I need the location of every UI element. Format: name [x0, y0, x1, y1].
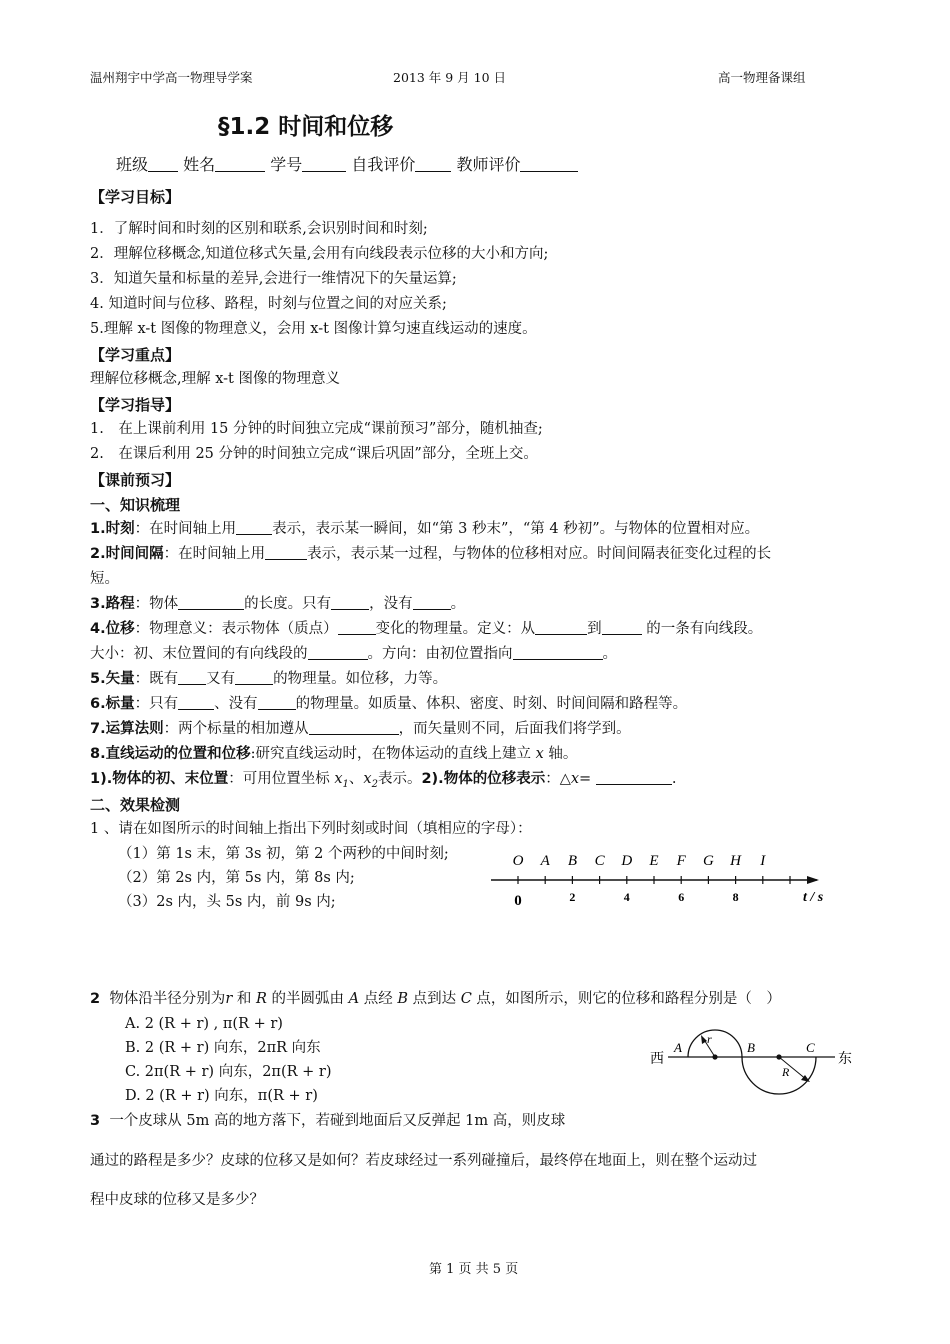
q2-option-d: D. 2 (R + r) 向东，π(R + r)	[125, 1088, 318, 1104]
goal-item: 3．知道矢量和标量的差异,会进行一维情况下的矢量运算;	[90, 271, 457, 287]
radius-R-label: R	[782, 1065, 790, 1079]
goal-item: 1．了解时间和时刻的区别和联系,会识别时间和时刻;	[90, 221, 428, 237]
goals-heading: 【学习目标】	[90, 188, 181, 206]
teacher-eval-blank	[520, 157, 578, 172]
knowledge-item-4: 4.位移：物理意义：表示物体（质点） 变化的物理量。定义：从 到 的一条有向线段。	[90, 621, 763, 637]
q1-stem: 1 、请在如图所示的时间轴上指出下列时刻或时间（填相应的字母）：	[90, 821, 532, 837]
axis-letter: A	[540, 853, 550, 869]
student-info-row	[116, 152, 578, 175]
header-date: 2013 年 9 月 10 日	[393, 70, 507, 85]
focus-text: 理解位移概念,理解 x-t 图像的物理意义	[90, 371, 340, 387]
knowledge-heading: 一、知识梳理	[90, 496, 181, 514]
axis-letter: H	[730, 853, 742, 869]
name-label: 姓名	[183, 155, 216, 174]
knowledge-item-7: 7.运算法则：两个标量的相加遵从 ，而矢量则不同，后面我们将学到。	[90, 721, 631, 737]
q3-line-3: 程中皮球的位移又是多少？	[90, 1192, 264, 1208]
point-c-label: C	[806, 1040, 815, 1055]
axis-label: t / s	[803, 890, 824, 905]
focus-heading: 【学习重点】	[90, 346, 181, 364]
axis-number: 0	[514, 893, 522, 909]
goal-item: 4. 知道时间与位移、路程，时刻与位置之间的对应关系;	[90, 296, 447, 312]
axis-letter: I	[760, 853, 766, 869]
test-heading: 二、效果检测	[90, 796, 181, 814]
q1-item: （2）第 2s 内，第 5s 内，第 8s 内;	[118, 870, 355, 886]
radius-r-label: r	[707, 1032, 712, 1046]
axis-number: 6	[678, 890, 685, 904]
preview-heading: 【课前预习】	[90, 471, 181, 489]
axis-letter: G	[702, 853, 714, 869]
name-blank	[215, 157, 265, 172]
self-eval-blank	[415, 157, 451, 172]
teacher-eval-label: 教师评价	[456, 155, 521, 174]
q3-line-1: 3 一个皮球从 5m 高的地方落下，若碰到地面后又反弹起 1m 高，则皮球	[90, 1113, 566, 1129]
q2-option-b: B. 2 (R + r) 向东，2πR 向东	[125, 1040, 321, 1056]
q3-line-2: 通过的路程是多少？皮球的位移又是如何？若皮球经过一系列碰撞后，最终停在地面上，则在整个运动过	[90, 1153, 757, 1169]
axis-letter: O	[512, 853, 524, 869]
class-blank	[148, 157, 178, 172]
knowledge-item-4-cont: 大小：初、末位置间的有向线段的 。方向：由初位置指向 。	[90, 646, 617, 662]
axis-letter: E	[649, 853, 659, 869]
axis-number: 4	[623, 890, 630, 904]
q1-item: （1）第 1s 末，第 3s 初，第 2 个两秒的中间时刻;	[118, 846, 449, 862]
semicircle-path-figure	[645, 1020, 860, 1100]
axis-letter: C	[594, 853, 605, 869]
point-a-label: A	[674, 1040, 682, 1055]
knowledge-item-8-sub: 1).物体的初、末位置：可用位置坐标 $x_1$、$x_2$表示。2).物体的位移表示：△x= .	[90, 771, 677, 790]
header-school: 温州翔宇中学高一物理导学案	[90, 70, 253, 85]
q2-option-a: A. 2 (R + r) , π(R + r)	[125, 1016, 283, 1032]
axis-letter: F	[676, 853, 686, 869]
knowledge-item-2: 2.时间间隔：在时间轴上用 表示，表示某一过程，与物体的位移相对应。时间间隔表征变化过程的长	[90, 546, 772, 562]
west-label: 西	[650, 1052, 664, 1067]
axis-arrow-icon	[807, 876, 819, 884]
guide-heading: 【学习指导】	[90, 396, 181, 414]
q1-item: （3）2s 内，头 5s 内，前 9s 内;	[118, 894, 336, 910]
goal-item: 2．理解位移概念,知道位移式矢量,会用有向线段表示位移的大小和方向;	[90, 246, 549, 262]
east-label: 东	[838, 1052, 852, 1067]
knowledge-item-8: 8.直线运动的位置和位移:研究直线运动时，在物体运动的直线上建立 x 轴。	[90, 746, 578, 762]
page-footer: 第 1 页 共 5 页	[429, 1262, 519, 1277]
knowledge-item-3: 3.路程：物体 的长度。只有 ，没有 。	[90, 596, 466, 612]
id-blank	[302, 157, 346, 172]
axis-number: 2	[569, 890, 576, 904]
class-label: 班级	[116, 155, 149, 174]
id-label: 学号	[270, 155, 303, 174]
knowledge-item-5: 5.矢量：既有 又有 的物理量。如位移，力等。	[90, 671, 448, 687]
knowledge-item-2-cont: 短。	[90, 571, 119, 587]
page-title: §1.2 时间和位移	[218, 114, 394, 140]
header-group: 高一物理备课组	[718, 70, 806, 85]
axis-letter: B	[567, 853, 577, 869]
axis-number: 8	[732, 890, 739, 904]
guide-item: 1. 在上课前利用 15 分钟的时间独立完成“课前预习”部分，随机抽查;	[90, 421, 543, 437]
q2-stem: 2 物体沿半径分别为r 和 R 的半圆弧由 A 点经 B 点到达 C 点，如图所示，则它的位移和路程分别是（ ）	[90, 991, 781, 1007]
self-eval-label: 自我评价	[351, 155, 416, 174]
guide-item: 2. 在课后利用 25 分钟的时间独立完成“课后巩固”部分，全班上交。	[90, 446, 538, 462]
knowledge-item-6: 6.标量：只有 、没有 的物理量。如质量、体积、密度、时刻、时间间隔和路程等。	[90, 696, 688, 712]
axis-letter: D	[621, 853, 633, 869]
point-b-label: B	[747, 1040, 755, 1055]
q2-option-c: C. 2π(R + r) 向东，2π(R + r)	[125, 1064, 332, 1080]
time-axis-figure	[485, 846, 830, 912]
small-semicircle	[688, 1030, 742, 1057]
goal-item: 5.理解 x-t 图像的物理意义，会用 x-t 图像计算匀速直线运动的速度。	[90, 321, 537, 337]
knowledge-item-1: 1.时刻：在时间轴上用 表示，表示某一瞬间，如“第 3 秒末”，“第 4 秒初”。与物体的位置相对应。	[90, 521, 760, 537]
